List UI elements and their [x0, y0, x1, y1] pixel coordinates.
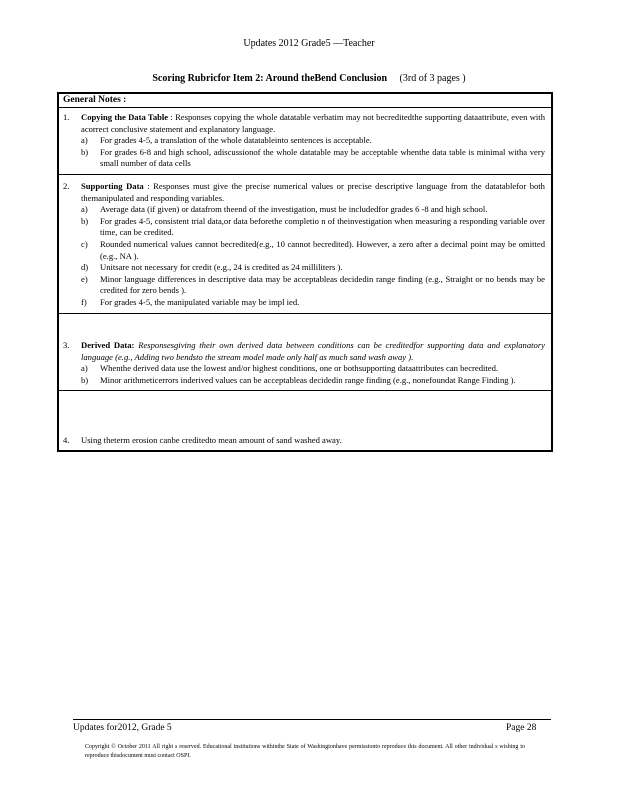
- note-4: [57, 435, 553, 447]
- sub-note: b) For grades 4-5, consistent trial data,or data beforethe completio n of theinvestigation when measuring a responding variable over time, can be credited.: [81, 215, 545, 238]
- note-heading: Derived Data:: [81, 340, 135, 350]
- note-heading: Copying the Data Table: [81, 112, 169, 122]
- sub-note: b) For grades 6-8 and high school, adiscussionof the whole datatable may be acceptable whenthe data table is minimal witha very small number of data cells: [81, 146, 545, 169]
- note-2: [57, 181, 553, 314]
- sub-note: b) Minor arithmeticerrors inderived values can be acceptableas decidedin range finding (e.g., nonefoundat Range Finding ).: [81, 374, 516, 385]
- note-text: Copying the Data Table : Responses copying the whole datatable verbatim may not becreditedthe supporting dataattribute, even with acorrect conclusive statement and explanatory language.: [81, 112, 545, 134]
- note-1: [57, 112, 553, 175]
- note-number: 1.: [63, 112, 70, 122]
- general-notes-heading: General Notes :: [57, 92, 553, 108]
- note-text: Supporting Data : Responses must give the precise numerical values or precise descriptive language from the datatablefor both themanipulated and responding variables.: [81, 181, 545, 203]
- sub-note: f) For grades 4-5, the manipulated variable may be impl ied.: [81, 296, 300, 307]
- rubric-title-part: (3rd of 3 pages ): [399, 73, 466, 84]
- footer-rule: [73, 719, 551, 720]
- sub-note: c) Rounded numerical values cannot becredited(e.g., 10 cannot becredited). However, a zero after a decimal point may be omitted (e.g., NA ).: [81, 238, 545, 261]
- sub-note: a) For grades 4-5, a translation of the whole datatableinto sentences is acceptable.: [81, 135, 372, 146]
- note-number: 3.: [63, 340, 70, 350]
- note-text: Derived Data: Responsesgiving their own derived data between conditions can be creditedfor supporting data and explanatory language (e.g., Adding two bendsto the stream model made only half as much sand wash away ).: [81, 340, 545, 362]
- sub-note: a) Whenthe derived data use the lowest and/or highest conditions, one or bothsupporting dataattributes can becredited.: [81, 363, 499, 374]
- page-header: Updates 2012 Grade5 —Teacher: [243, 38, 375, 49]
- rubric-title-label: Scoring Rubricfor Item 2: Around theBend Conclusion: [152, 73, 388, 84]
- note-number: 4.: [63, 435, 70, 445]
- rubric-title: [0, 73, 618, 84]
- sub-note: d) Unitsare not necessary for credit (e.g., 24 is credited as 24 milliliters ).: [81, 262, 343, 273]
- copyright-notice: Copyright © October 2011 All right s reserved. Educational institutions withinthe State of Washingtonhave permissionto reproduce this document. All other individual s wishing to reproduce thisdocument must contact OSPI.: [85, 744, 525, 759]
- sub-note: a) Average data (if given) or datafrom theend of the investigation, must be includedfor grades 6 -8 and high school.: [81, 204, 488, 215]
- note-heading: Supporting Data: [81, 181, 144, 191]
- note-3: [57, 340, 553, 391]
- footer-left: Updates for2012, Grade 5: [73, 723, 172, 733]
- note-text: Using theterm erosion canbe creditedto mean amount of sand washed away.: [81, 435, 342, 445]
- note-number: 2.: [63, 181, 70, 191]
- page-number: Page 28: [506, 723, 537, 733]
- sub-note: e) Minor language differences in descriptive data may be acceptableas decidedin range finding (e.g., Straight or no bends may be credited for zero bends ).: [81, 273, 545, 296]
